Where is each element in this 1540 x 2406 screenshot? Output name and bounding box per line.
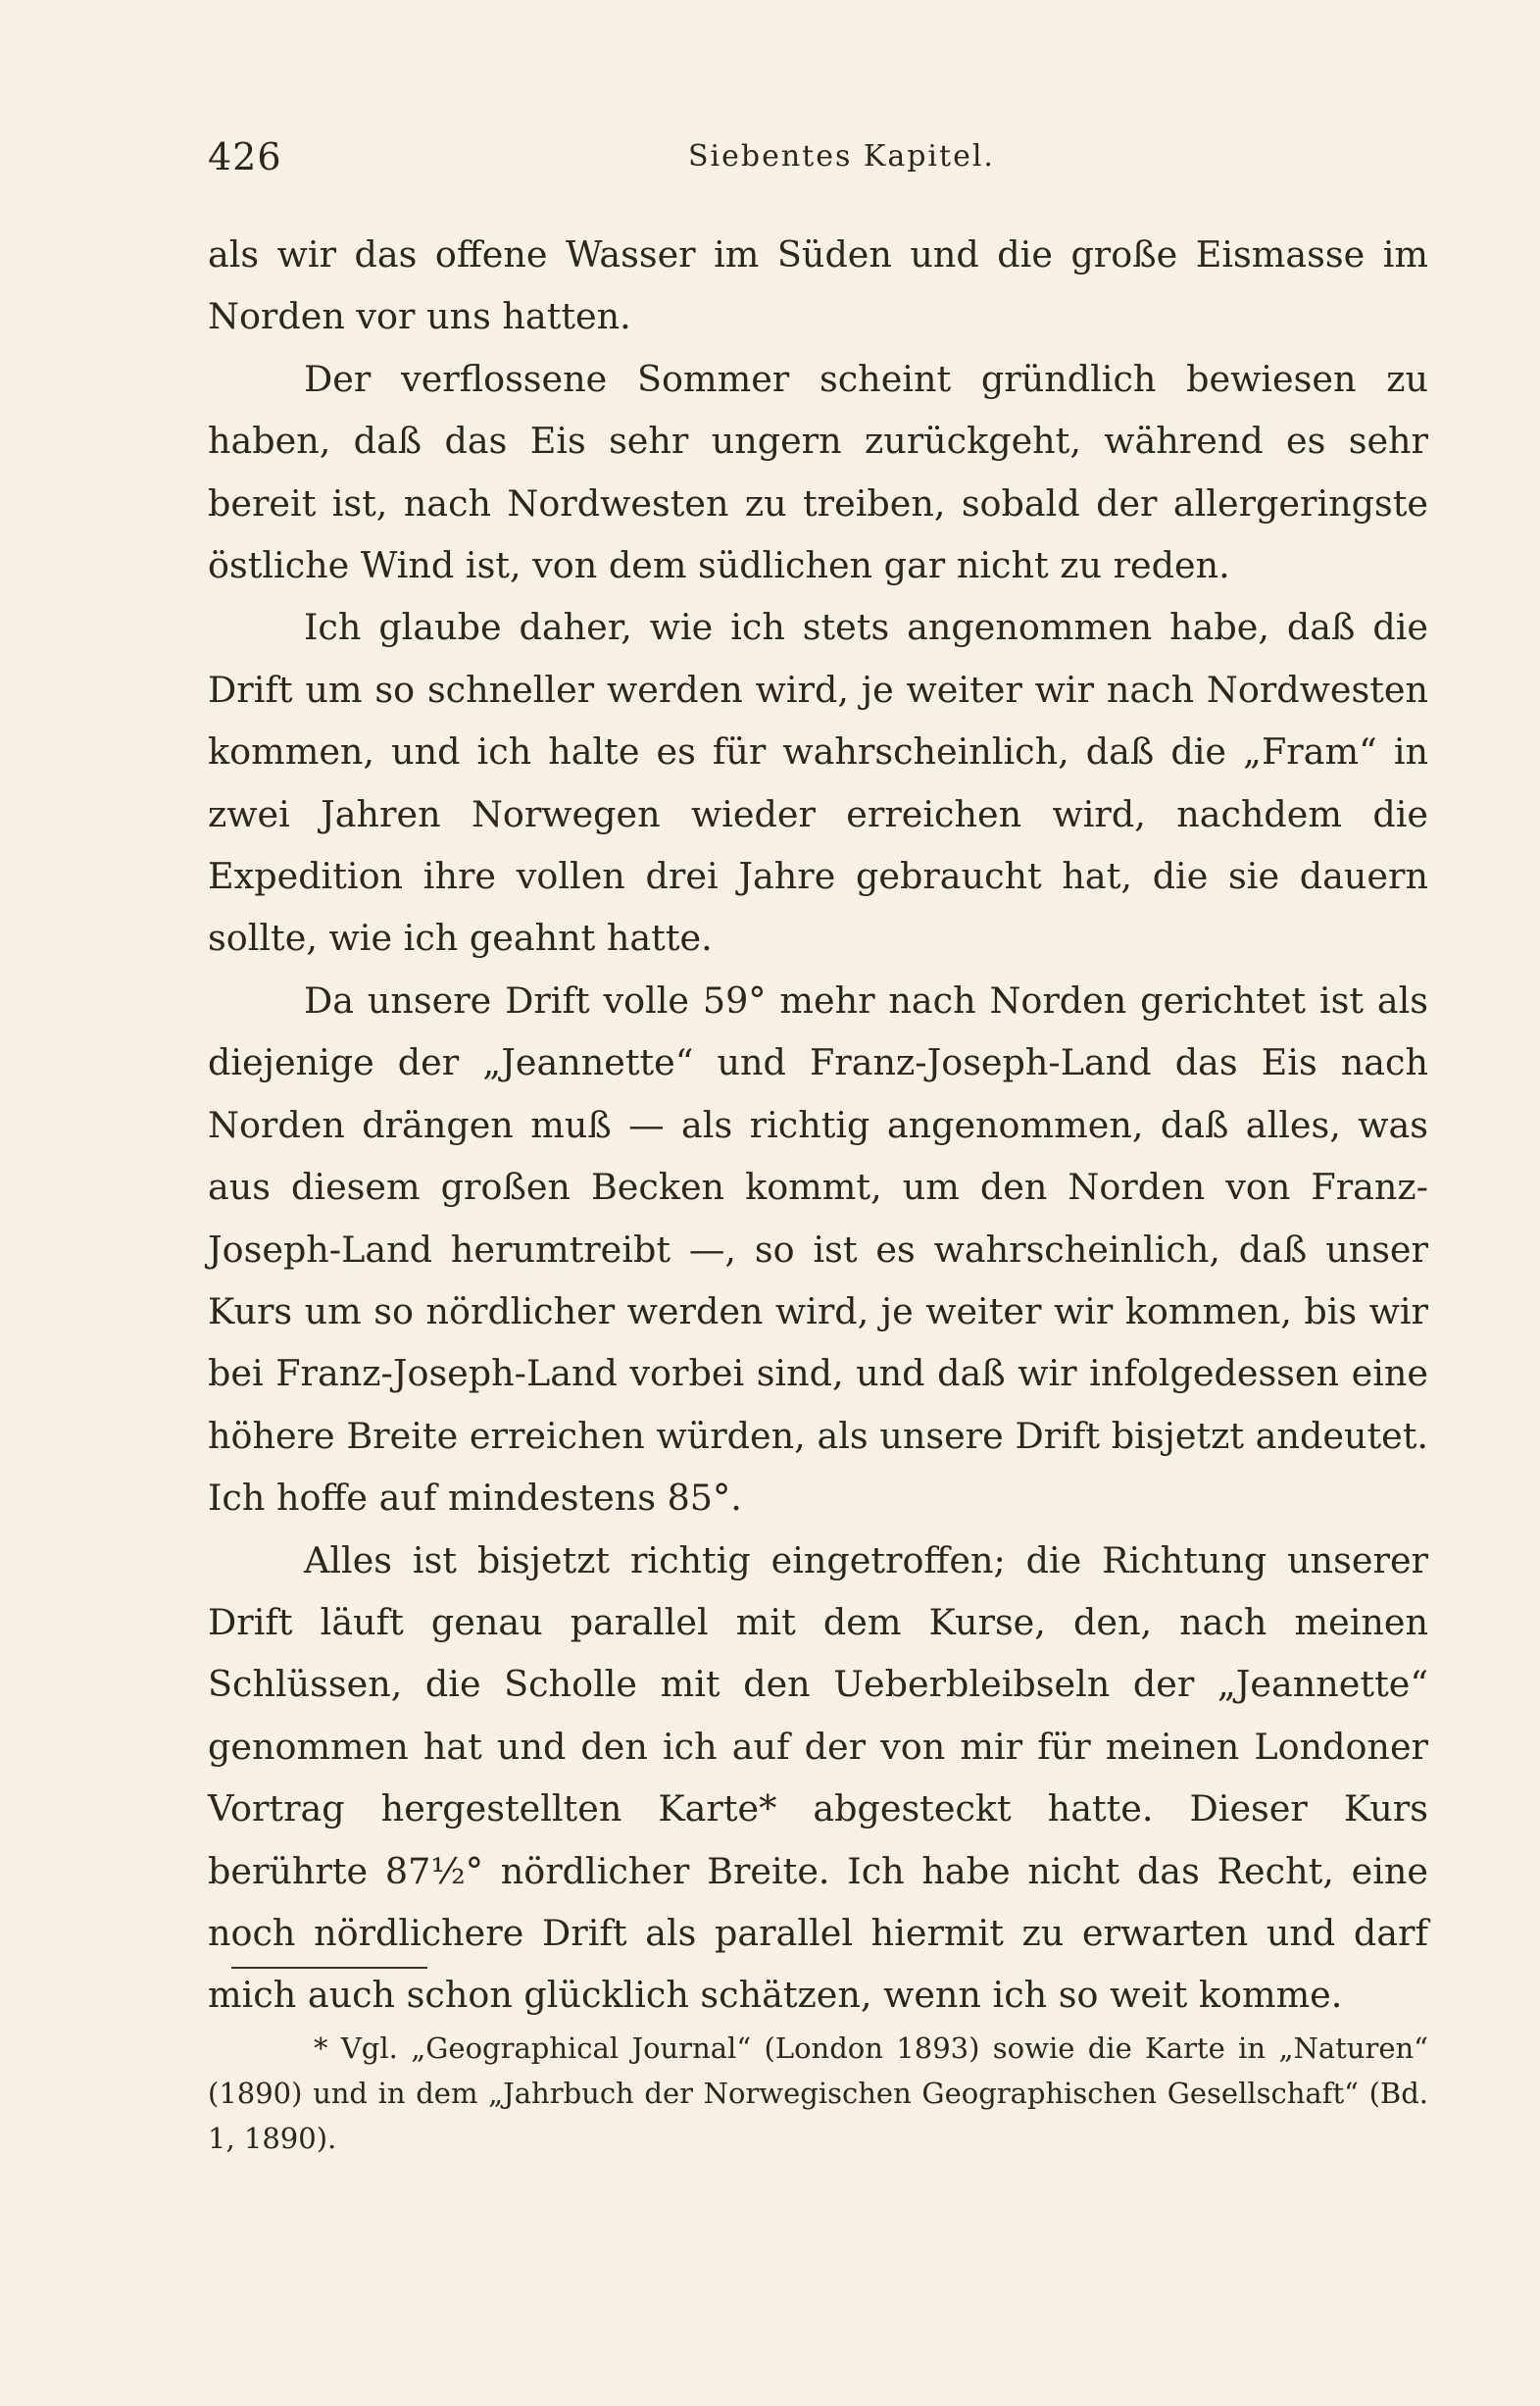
footnote: [208, 2026, 1428, 2161]
paragraph: Alles ist bisjetzt richtig eingetroffen; die Richtung unserer Drift läuft genau parallel mit dem Kurse, den, nach meinen Schlüssen, die Scholle mit den Ueberbleibseln der „Jeannette“ genommen hat und den ich auf der von mir für meinen Londoner Vortrag hergestellten Karte* abgesteckt hatte. Dieser Kurs berührte 87½° nördlicher Breite. Ich habe nicht das Recht, eine noch nördlichere Drift als parallel hiermit zu erwarten und darf mich auch schon glücklich schätzen, wenn ich so weit komme.: [208, 1538, 1428, 2017]
page-header: [208, 135, 1428, 194]
paragraph: Der verflossene Sommer scheint gründlich bewiesen zu haben, daß das Eis sehr ungern zurückgeht, während es sehr bereit ist, nach Nordwesten zu treiben, sobald der allergeringste östliche Wind ist, von dem südlichen gar nicht zu reden.: [208, 357, 1428, 587]
footnote-divider: [231, 1967, 427, 1969]
body-text: [208, 224, 1428, 2027]
footnote-text: * Vgl. „Geographical Journal“ (London 1893) sowie die Karte in „Naturen“ (1890) und in dem „Jahrbuch der Norwegischen Geographischen Gesellschaft“ (Bd. 1, 1890).: [208, 2031, 1428, 2155]
paragraph-continued: als wir das offene Wasser im Süden und die große Eismasse im Norden vor uns hatten.: [208, 233, 1428, 338]
paragraph: Da unsere Drift volle 59° mehr nach Norden gerichtet ist als diejenige der „Jeannette“ und Franz-Joseph-Land das Eis nach Norden drängen muß — als richtig angenommen, daß alles, was aus diesem großen Becken kommt, um den Norden von Franz-Joseph-Land herumtreibt —, so ist es wahrscheinlich, daß unser Kurs um so nördlicher werden wird, je weiter wir kommen, bis wir bei Franz-Joseph-Land vorbei sind, und daß wir infolgedessen eine höhere Breite erreichen würden, als unsere Drift bisjetzt andeutet. Ich hoffe auf mindestens 85°.: [208, 978, 1428, 1520]
running-head: Siebentes Kapitel.: [688, 139, 995, 174]
paragraph: Ich glaube daher, wie ich stets angenommen habe, daß die Drift um so schneller werden wird, je weiter wir nach Nordwesten kommen, und ich halte es für wahrscheinlich, daß die „Fram“ in zwei Jahren Norwegen wieder erreichen wird, nachdem die Expedition ihre vollen drei Jahre gebraucht hat, die sie dauern sollte, wie ich geahnt hatte.: [208, 606, 1428, 960]
page-number: 426: [208, 135, 282, 178]
